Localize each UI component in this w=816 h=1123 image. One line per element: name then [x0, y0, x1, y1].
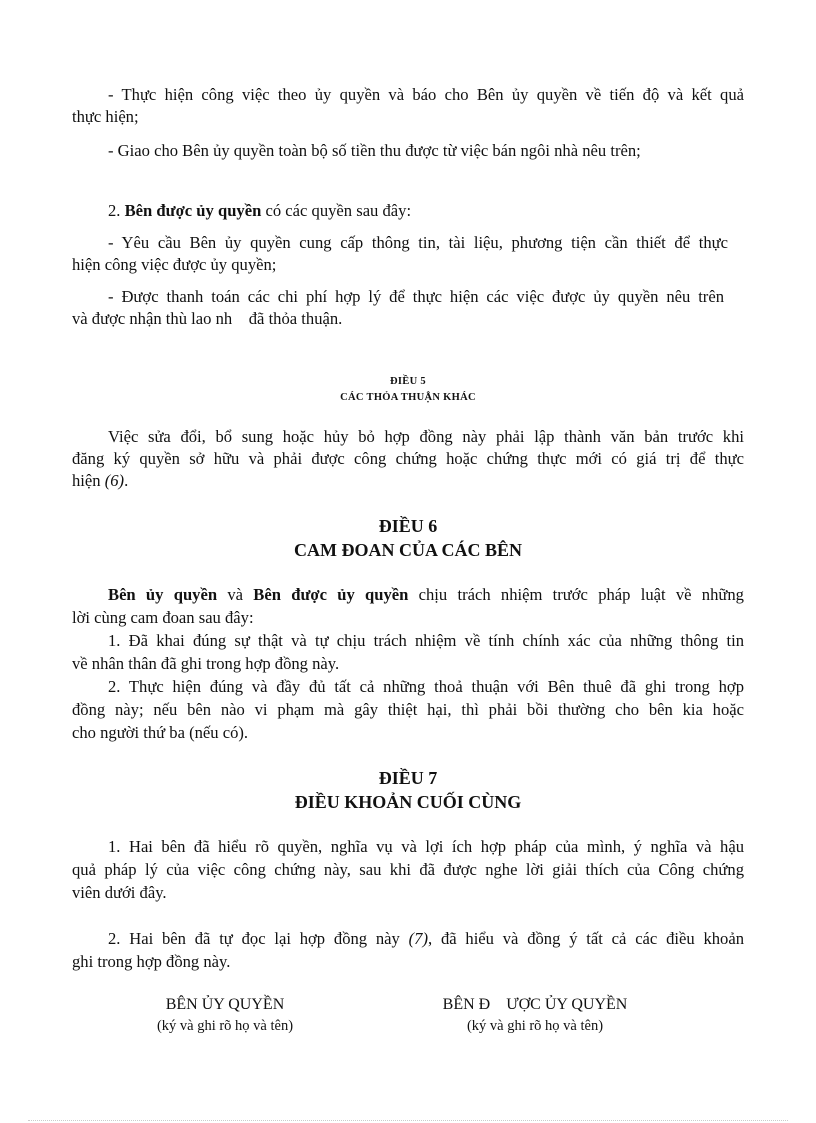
article-5-line-2-text: đăng ký quyền sở hữu và phải được công chứng hoặc chứng thực mới có giá trị để thực	[72, 449, 744, 468]
article-7-p2-line-1	[72, 928, 744, 951]
signature-left-subtitle: (ký và ghi rõ họ và tên)	[156, 1018, 294, 1034]
article-7-p1-line-1: 1. Hai bên đã hiểu rõ quyền, nghĩa vụ và lợi ích hợp pháp của mình, ý nghĩa và hậu	[108, 837, 744, 856]
rights-item-1-line-1: - Yêu cầu Bên ủy quyền cung cấp thông tin, tài liệu, phương tiện cần thiết để thực	[108, 233, 728, 252]
article-5-title: CÁC THỎA THUẬN KHÁC	[340, 392, 476, 403]
article-7-p2-line-2: ghi trong hợp đồng này.	[72, 952, 231, 971]
rights-item-2-line-2: và được nhận thù lao nh đã thỏa thuận.	[72, 309, 343, 328]
article-6-intro-line-2: lời cùng cam đoan sau đây:	[72, 608, 254, 627]
article-5-number: ĐIỀU 5	[390, 376, 426, 387]
rights-item-1	[72, 232, 728, 255]
rights-item-2	[72, 286, 724, 309]
article-5-line-3-text: hiện	[72, 471, 105, 490]
rights-intro-bold: Bên được ủy quyền	[124, 201, 262, 220]
obligation-item-1	[72, 84, 744, 107]
obligation-item-2-text: - Giao cho Bên ủy quyền toàn bộ số tiền thu được từ việc bán ngôi nhà nêu trên;	[108, 141, 641, 160]
article-6-title: CAM ĐOAN CỦA CÁC BÊN	[294, 540, 522, 560]
rights-intro-prefix: 2.	[108, 201, 125, 220]
article-6-intro-rest: chịu trách nhiệm trước pháp luật về những	[408, 585, 744, 604]
article-7-note: (7)	[408, 929, 428, 948]
article-5-line-1-text: Việc sửa đổi, bổ sung hoặc hủy bỏ hợp đồng này phải lập thành văn bản trước khi	[108, 427, 744, 446]
article-6-p1-line-1: 1. Đã khai đúng sự thật và tự chịu trách nhiệm về tính chính xác của những thông tin	[108, 631, 744, 650]
rights-item-1-line-2: hiện công việc được ủy quyền;	[72, 255, 277, 274]
article-6-p2-line-1: 2. Thực hiện đúng và đầy đủ tất cả những thoả thuận với Bên thuê đã ghi trong hợp	[108, 677, 744, 696]
article-7-p2-text-a: 2. Hai bên đã tự đọc lại hợp đồng này	[108, 929, 409, 948]
article-7-title: ĐIỀU KHOẢN CUỐI CÙNG	[294, 792, 522, 812]
signature-left-title: BÊN ỦY QUYỀN	[165, 996, 285, 1013]
signature-right-title: BÊN Đ ƯỢC ỦY QUYỀN	[442, 996, 628, 1013]
article-5-note: (6)	[104, 471, 125, 490]
article-6-and: và	[217, 585, 254, 604]
article-7-p1-line-2: quả pháp lý của việc công chứng này, sau khi đã được nghe lời giải thích của Công chứng	[72, 860, 744, 879]
article-6-party-1: Bên ủy quyền	[108, 585, 218, 604]
article-5-line-3-end: .	[124, 471, 129, 490]
obligation-item-2	[108, 140, 744, 163]
rights-item-2-cont	[72, 308, 744, 331]
obligation-item-1-line-1: - Thực hiện công việc theo ủy quyền và báo cho Bên ủy quyền về tiến độ và kết quả	[108, 85, 744, 104]
rights-item-2-line-1: - Được thanh toán các chi phí hợp lý để thực hiện các việc được ủy quyền nêu trên	[108, 287, 724, 306]
signature-right-subtitle: (ký và ghi rõ họ và tên)	[466, 1018, 604, 1034]
article-6-intro	[72, 584, 744, 607]
article-6-p1-line-2: về nhân thân đã ghi trong hợp đồng này.	[72, 654, 340, 673]
obligation-item-1-line-2: thực hiện;	[72, 107, 139, 126]
article-7-p1-line-3: viên dưới đây.	[72, 883, 167, 902]
article-6-number: ĐIỀU 6	[378, 516, 438, 536]
obligation-item-1-cont	[72, 106, 744, 129]
article-6-p2-line-3: cho người thứ ba (nếu có).	[72, 723, 249, 742]
rights-intro	[108, 200, 744, 223]
article-5-line-3	[72, 470, 744, 493]
article-7-number: ĐIỀU 7	[378, 768, 438, 788]
article-7-p2-text-b: , đã hiểu và đồng ý tất cả các điều khoản	[428, 929, 744, 948]
article-5-line-2	[72, 448, 744, 471]
article-6-party-2: Bên được ủy quyền	[253, 585, 409, 604]
article-6-p2-line-2: đồng này; nếu bên nào vi phạm mà gây thiệt hại, thì phải bồi thường cho bên kia hoặc	[72, 700, 744, 719]
page-bottom-divider	[28, 1120, 788, 1121]
article-5-line-1	[72, 426, 744, 449]
rights-item-1-cont	[72, 254, 744, 277]
rights-intro-suffix: có các quyền sau đây:	[261, 201, 412, 220]
